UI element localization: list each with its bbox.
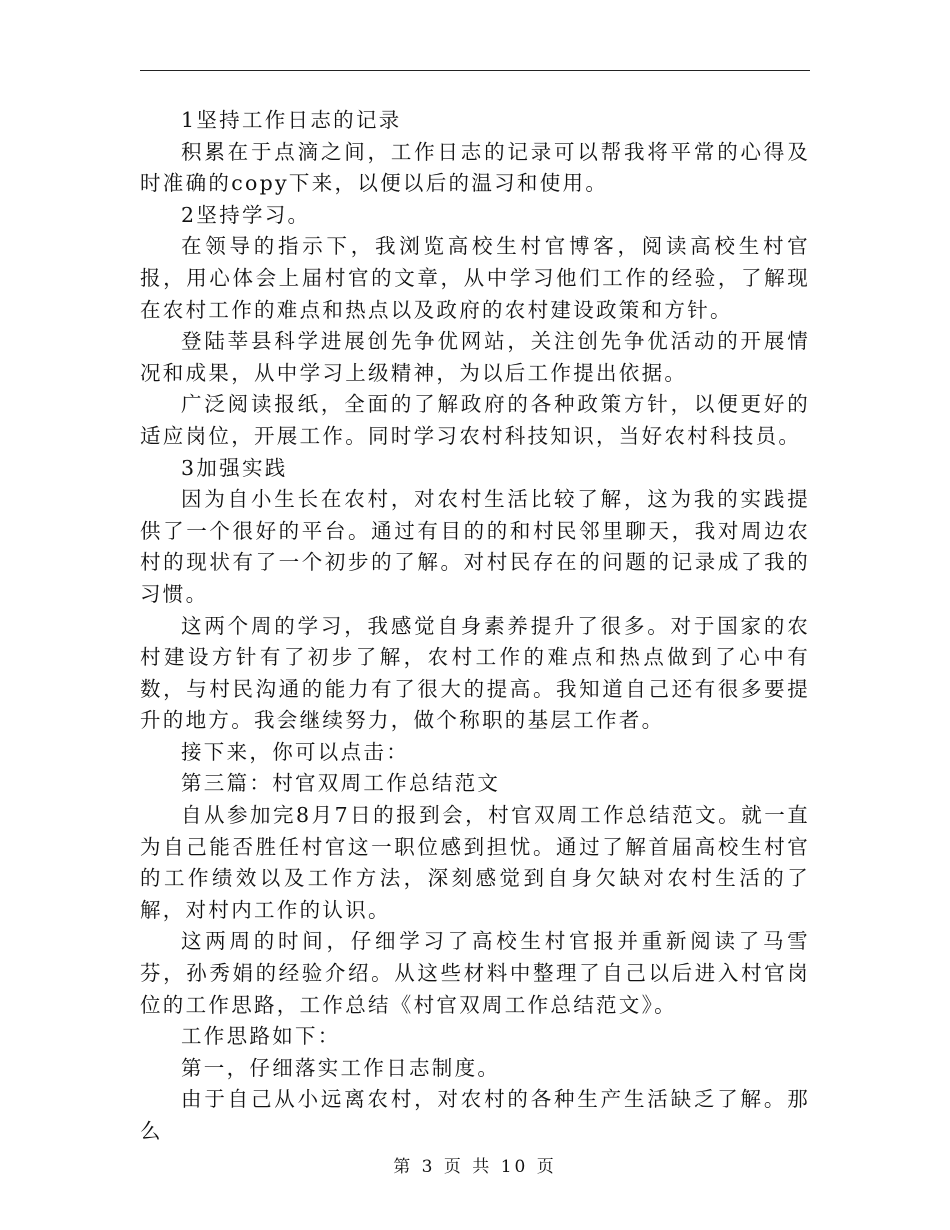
paragraph: 3加强实践 [181, 455, 288, 480]
paragraph: 登陆莘县科学进展创先争优网站，关注创先争优活动的开展情况和成果，从中学习上级精神，为以后工作提出依据。 [140, 329, 810, 385]
paragraph: 1坚持工作日志的记录 [181, 108, 402, 132]
paragraph: 因为自小生长在农村，对农村生活比较了解，这为我的实践提供了一个很好的平台。通过有目的的和村民邻里聊天，我对周边农村的现状有了一个初步的了解。对村民存在的问题的记录成了我的习惯。 [140, 487, 810, 606]
paragraph: 这两周的时间，仔细学习了高校生村官报并重新阅读了马雪芬，孙秀娟的经验介绍。从这些材料中整理了自己以后进入村官岗位的工作思路，工作总结《村官双周工作总结范文》。 [140, 929, 810, 1017]
paragraph: 接下来，你可以点击： [181, 739, 409, 764]
section-title: 第三篇：村官双周工作总结范文 [181, 771, 501, 796]
paragraph: 积累在于点滴之间，工作日志的记录可以帮我将平常的心得及时准确的copy下来，以便以后的温习和使用。 [140, 139, 810, 196]
paragraph: 第一，仔细落实工作日志制度。 [181, 1055, 501, 1080]
header-rule [140, 70, 810, 71]
paragraph: 2坚持学习。 [181, 202, 311, 227]
page-number: 第 3 页 共 10 页 [393, 1157, 557, 1177]
paragraph: 自从参加完8月7日的报到会，村官双周工作总结范文。就一直为自己能否胜任村官这一职位感到担忧。通过了解首届高校生村官的工作绩效以及工作方法，深刻感觉到自身欠缺对农村生活的了解，对村内工作的认识。 [140, 803, 810, 922]
paragraph: 这两个周的学习，我感觉自身素养提升了很多。对于国家的农村建设方针有了初步了解，农村工作的难点和热点做到了心中有数，与村民沟通的能力有了很大的提高。我知道自己还有很多要提升的地方。我会继续努力，做个称职的基层工作者。 [140, 613, 810, 733]
document-body [140, 105, 810, 1148]
paragraph: 工作思路如下： [181, 1024, 341, 1049]
paragraph: 由于自己从小远离农村，对农村的各种生产生活缺乏了解。那么 [140, 1087, 810, 1143]
page-footer [0, 1152, 950, 1177]
paragraph: 广泛阅读报纸，全面的了解政府的各种政策方针，以便更好的适应岗位，开展工作。同时学习农村科技知识，当好农村科技员。 [140, 392, 810, 448]
paragraph: 在领导的指示下，我浏览高校生村官博客，阅读高校生村官报，用心体会上届村官的文章，从中学习他们工作的经验，了解现在农村工作的难点和热点以及政府的农村建设政策和方针。 [140, 234, 810, 322]
